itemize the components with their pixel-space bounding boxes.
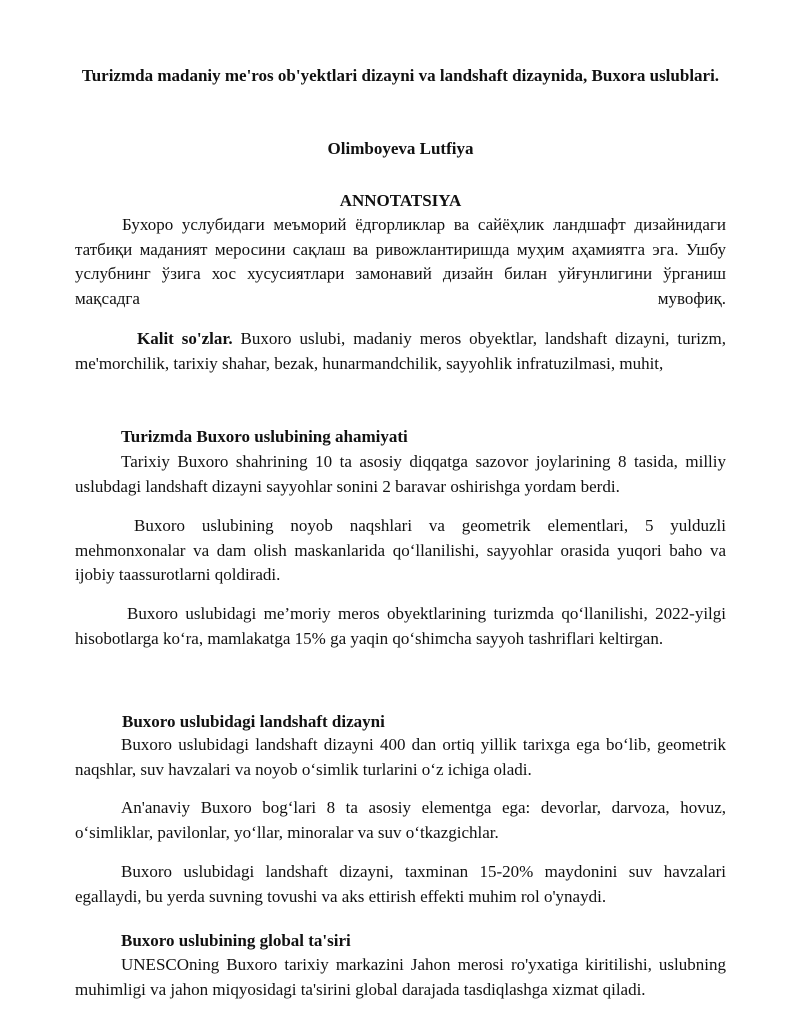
annotation-heading: ANNOTATSIYA bbox=[339, 191, 462, 210]
section-paragraph: Buxoro uslubidagi me’moriy meros obyektlarining turizmda qo‘llanilishi, 2022-yilgi hisobotlarga ko‘ra, mamlakatga 15% ga yaqin qo‘shimcha sayyoh tashriflari keltirgan. bbox=[75, 604, 726, 648]
section-paragraph: UNESCOning Buxoro tarixiy markazini Jahon merosi ro'yxatiga kiritilishi, uslubning muhimligi va jahon miqyosidagi ta'sirini global darajada tasdiqlashga xizmat qiladi. bbox=[75, 955, 726, 999]
keywords-label: Kalit so'zlar. bbox=[137, 329, 233, 348]
section-paragraph: Buxoro uslubidagi landshaft dizayni, taxminan 15-20% maydonini suv havzalari egallaydi, bu yerda suvning tovushi va aks ettirish effekti muhim rol o'ynaydi. bbox=[75, 862, 726, 906]
section-paragraph: Tarixiy Buxoro shahrining 10 ta asosiy diqqatga sazovor joylarining 8 tasida, milliy uslubdagi landshaft dizayni sayyohlar sonini 2 baravar oshirishga yordam berdi. bbox=[75, 452, 726, 496]
section-heading: Buxoro uslubidagi landshaft dizayni bbox=[122, 712, 385, 731]
author-name: Olimboyeva Lutfiya bbox=[327, 139, 474, 158]
keywords-text: Buxoro uslubi, madaniy meros obyektlar, landshaft dizayni, turizm, me'morchilik, tarixiy shahar, bezak, hunarmandchilik, sayyohlik infratuzilmasi, muhit, bbox=[75, 329, 726, 373]
section-paragraph: Buxoro uslubining noyob naqshlari va geometrik elementlari, 5 yulduzli mehmonxonalar va dam olish maskanlarida qo‘llanilishi, sayyohlar orasida yuqori baho va ijobiy taassurotlarni qoldiradi. bbox=[75, 516, 726, 584]
annotation-paragraph: Бухоро услубидаги меъморий ёдгорликлар ва сайёҳлик ландшафт дизайнидаги татбиқи маданият меросини сақлаш ва ривожлантиришда муҳим аҳамиятга эга. Ушбу услубнинг ўзига хос хусусиятлари замонавий дизайн билан уйғунлигини ўрганиш мақсадга мувофиқ. bbox=[75, 215, 726, 308]
section-paragraph: Buxoro uslubidagi landshaft dizayni 400 dan ortiq yillik tarixga ega bo‘lib, geometrik naqshlar, suv havzalari va noyob o‘simlik turlarini o‘z ichiga oladi. bbox=[75, 735, 726, 779]
section-heading: Turizmda Buxoro uslubining ahamiyati bbox=[121, 427, 408, 446]
section-paragraph: An'anaviy Buxoro bog‘lari 8 ta asosiy elementga ega: devorlar, darvoza, hovuz, o‘simliklar, pavilonlar, yo‘llar, minoralar va suv o‘tkazgichlar. bbox=[75, 798, 726, 842]
document-title: Turizmda madaniy me'ros ob'yektlari dizayni va landshaft dizaynida, Buxora uslublari. bbox=[81, 66, 720, 85]
keywords-paragraph bbox=[75, 327, 726, 376]
section-heading: Buxoro uslubining global ta'siri bbox=[121, 931, 351, 950]
